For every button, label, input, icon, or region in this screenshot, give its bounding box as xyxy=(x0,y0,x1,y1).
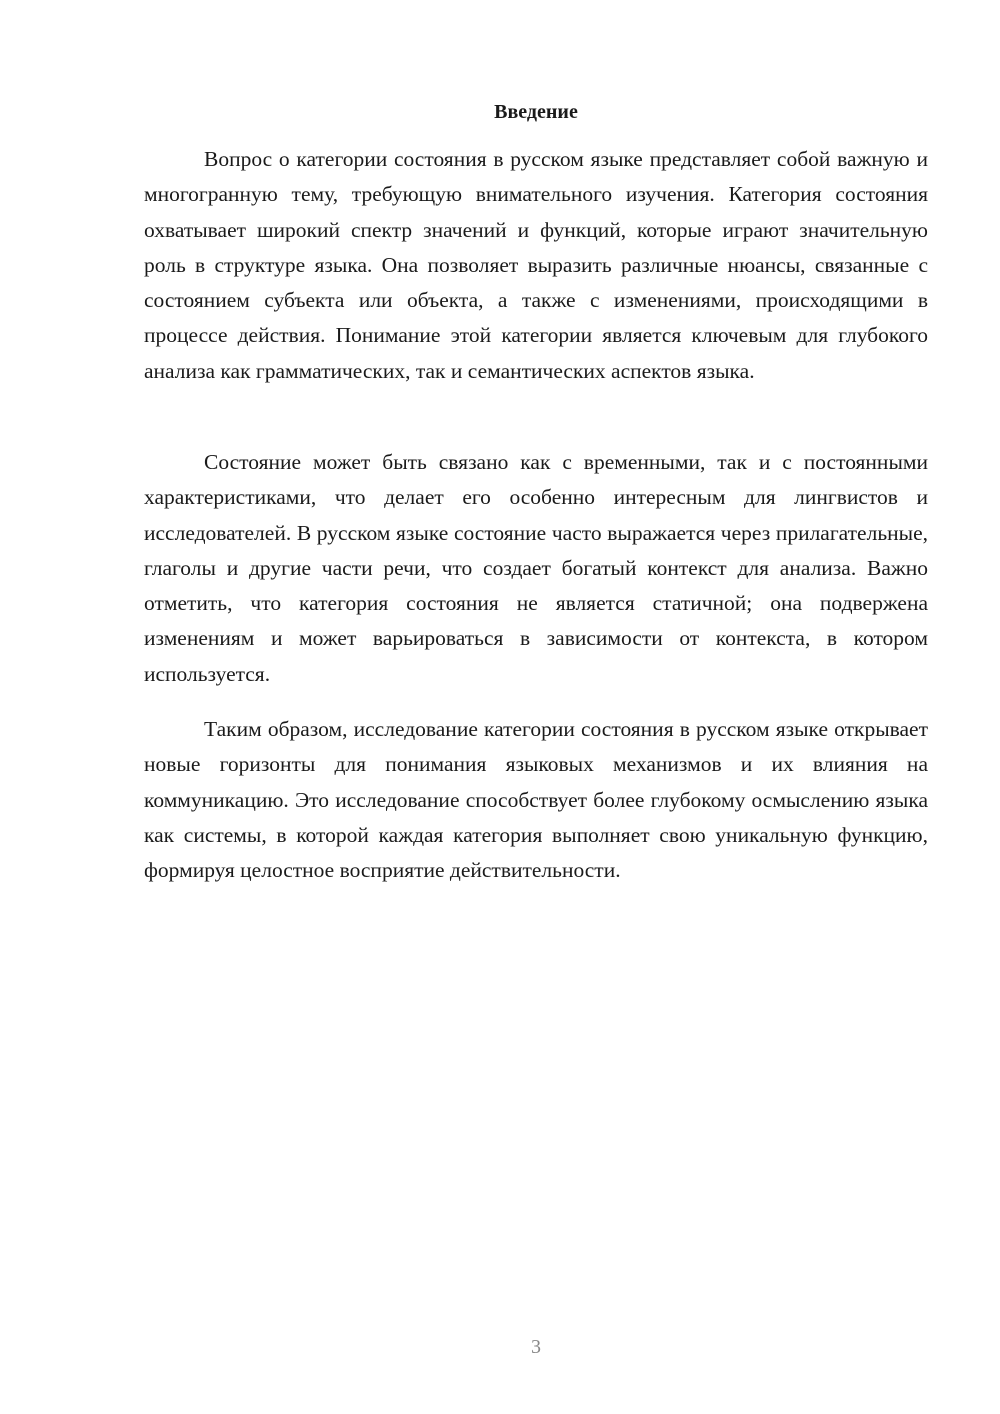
paragraph-text: Вопрос о категории состояния в русском языке представляет собой важную и многогранную тему, требующую внимательного изучения. Категория состояния охватывает широкий спектр значений и функций, которые играют значительную роль в структуре языка. Она позволяет выразить различные нюансы, связанные с состоянием субъекта или объекта, а также с изменениями, происходящими в процессе действия. Понимание этой категории является ключевым для глубокого анализа как грамматических, так и семантических аспектов языка. xyxy=(144,147,928,383)
paragraph-3 xyxy=(144,712,928,888)
paragraph-2 xyxy=(144,445,928,692)
paragraph-1 xyxy=(144,142,928,389)
paragraph-text: Состояние может быть связано как с временными, так и с постоянными характеристиками, что делает его особенно интересным для лингвистов и исследователей. В русском языке состояние часто выражается через прилагательные, глаголы и другие части речи, что создает богатый контекст для анализа. Важно отметить, что категория состояния не является статичной; она подвержена изменениям и может варьироваться в зависимости от контекста, в котором используется. xyxy=(144,450,928,686)
page-title: Введение xyxy=(494,101,578,123)
paragraph-text: Таким образом, исследование категории состояния в русском языке открывает новые горизонты для понимания языковых механизмов и их влияния на коммуникацию. Это исследование способствует более глубокому осмыслению языка как системы, в которой каждая категория выполняет свою уникальную функцию, формируя целостное восприятие действительности. xyxy=(144,717,928,883)
page-number: 3 xyxy=(531,1336,541,1358)
